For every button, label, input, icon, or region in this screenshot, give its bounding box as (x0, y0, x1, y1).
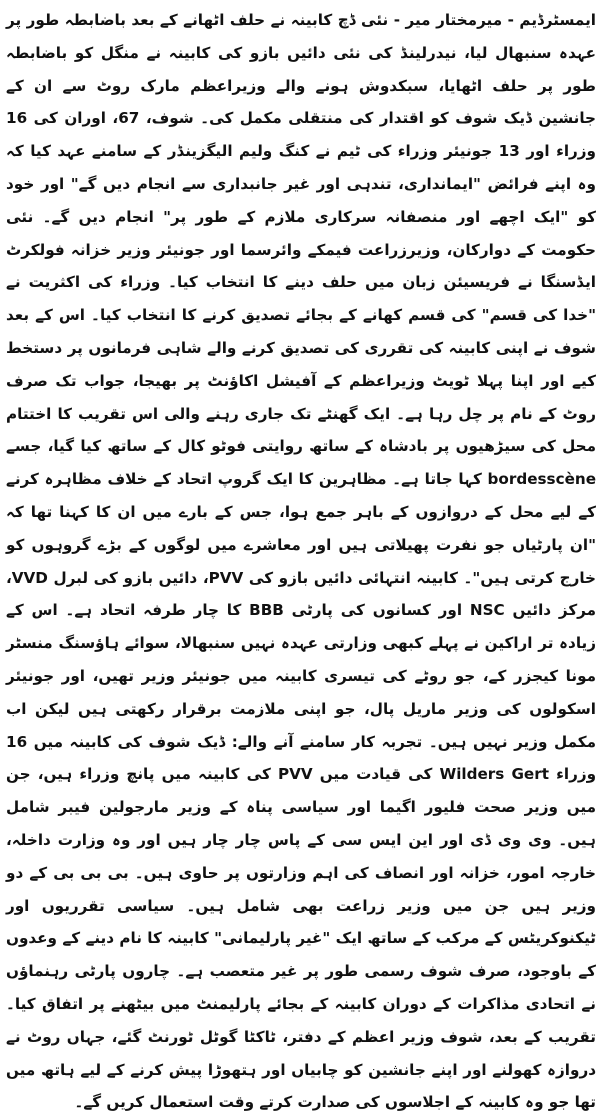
article-paragraph: ایمسٹرڈیم - میرمختار میر - نئی ڈچ کابینہ نے حلف اٹھانے کے بعد باضابطہ طور پر عہدہ سنبھال لیا، نیدرلینڈ کی نئی دائیں بازو کی کابینہ نے منگل کو باضابطہ طور پر حلف اٹھایا، سبکدوش ہونے والے وزیراعظم مارک روٹ سے ان کے جانشین ڈیک شوف کو اقتدار کی منتقلی مکمل کی۔ شوف، 67، اوران کی 16 وزراء اور 13 جونیئر وزراء کی ٹیم نے کنگ ولیم الیگزینڈر کے سامنے عہد کیا کہ وہ اپنے فرائض "ایمانداری، تندہی اور غیر جانبداری سے انجام دیں گے" اور خود کو "ایک اچھے اور منصفانہ سرکاری ملازم کے طور پر" انجام دیں گے۔ نئی حکومت کے دوارکان، وزیرزراعت فیمکے وائرسما اور جونیئر وزیر خزانہ فولکرٹ ایڈسنگا نے فریسیئن زبان میں حلف دینے کا انتخاب کیا۔ وزراء کی اکثریت نے "خدا کی قسم" کی قسم کھانے کے بجائے تصدیق کرنے کا انتخاب کیا۔ اس کے بعد شوف نے اپنی کابینہ کی تقرری کی تصدیق کرنے والے شاہی فرمانوں پر دستخط کیے اور اپنا پہلا ٹویٹ وزیراعظم کے آفیشل اکاؤنٹ پر بھیجا، جواب تک صرف روٹ کے نام پر چل رہا ہے۔ ایک گھنٹے تک جاری رہنے والی اس تقریب کا اختتام محل کی سیڑھیوں پر بادشاہ کے ساتھ روایتی فوٹو کال کے ساتھ کیا گیا، جسے bordesscène کہا جاتا ہے۔ مظاہرین کا ایک گروپ اتحاد کے خلاف مظاہرہ کرنے کے لیے محل کے دروازوں کے باہر جمع ہوا، جس کے بارے میں ان کا کہنا تھا کہ "ان پارٹیاں جو نفرت پھیلاتی ہیں اور معاشرے میں لوگوں کے بڑے گروہوں کو خارج کرتی ہیں"۔ کابینہ انتہائی دائیں بازو کی PVV، دائیں بازو کی لبرل VVD، مرکز دائیں NSC اور کسانوں کی پارٹی BBB کا چار طرفہ اتحاد ہے۔ اس کے زیادہ تر اراکین نے پہلے کبھی وزارتی عہدہ نہیں سنبھالا، سوائے ہاؤسنگ منسٹر مونا کیجزر کے، جو روٹے کی تیسری کابینہ میں جونیئر وزیر تھیں، اور جونیئر اسکولوں کی وزیر ماریل پال، جو اپنی ملازمت برقرار رکھتی ہیں لیکن اب مکمل وزیر نہیں ہیں۔ تجربہ کار سامنے آنے والے: ڈیک شوف کی کابینہ میں 16 وزراء Wilders Gert کی قیادت میں PVV کی کابینہ میں پانچ وزراء ہیں، جن میں وزیر صحت فلیور اگیما اور سیاسی پناہ کے وزیر مارجولین فیبر شامل ہیں۔ وی وی ڈی اور این ایس سی کے پاس چار چار ہیں اور وہ وزارت داخلہ، خارجہ امور، خزانہ اور انصاف کی اہم وزارتوں پر حاوی ہیں۔ بی بی بی کے دو وزیر ہیں جن میں وزیر زراعت بھی شامل ہیں۔ سیاسی تقرریوں اور ٹیکنوکریٹس کے مرکب کے ساتھ ایک "غیر پارلیمانی" کابینہ کا نام دینے کے وعدوں کے باوجود، صرف شوف رسمی طور پر غیر متعصب ہے۔ چاروں پارٹی رہنماؤں نے اتحادی مذاکرات کے دوران کابینہ کے بجائے پارلیمنٹ میں بیٹھنے پر اتفاق کیا۔ تقریب کے بعد، شوف وزیر اعظم کے دفتر، ٹاکٹا گوٹل ٹورنٹ گئے، جہاں روٹ نے دروازہ کھولنے اور اپنے جانشین کو چابیاں اور ہتھوڑا پیش کرنے کے لیے ہاتھ میں تھا جو وہ کابینہ کے اجلاسوں کی صدارت کرتے وقت استعمال کریں گے۔ (6, 11, 597, 1112)
article-body (6, 4, 597, 1112)
